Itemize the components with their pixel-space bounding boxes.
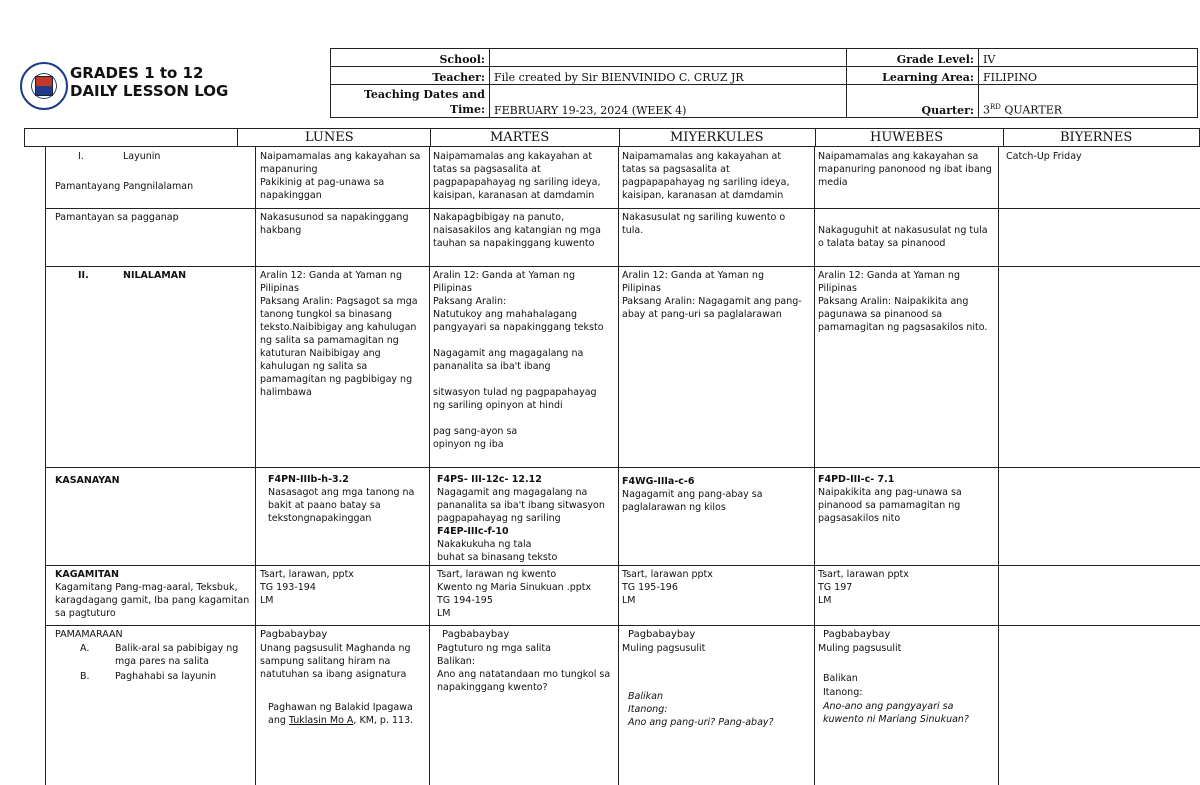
item-a-text: Balik-aral sa pabibigay ng mga pares na salita (115, 643, 239, 667)
pam-miyerkules-text: Muling pagsusulit (622, 643, 706, 654)
pamamaraan-label: PAMAMARAAN (55, 629, 123, 640)
school-label: School: (331, 49, 490, 67)
lesson-table (45, 147, 1200, 785)
pam-huwebes-q1: Itanong: (823, 687, 863, 698)
layunin-martes: Naipamamalas ang kakayahan at tatas sa pagsasalita at pagpapapahayag ng sariling ideya, kaisipan, karanasan at damdamin (433, 151, 601, 201)
layunin-miyerkules: Naipamamalas ang kakayahan at tatas sa pagsasalita at pagpapapahayag ng sariling ideya, kaisipan, karanasan at damdamin (622, 151, 790, 201)
kasanayan-lunes: Nasasagot ang mga tanong na bakit at paano batay sa tekstongnapakinggan (268, 487, 415, 524)
dates-label: Teaching Dates and Time: (331, 85, 490, 118)
grade-value: IV (979, 49, 1198, 67)
item-b-mark: B. (80, 671, 90, 682)
kasanayan-martes: Nagagamit ang magagalang na pananalita sa iba't ibang sitwasyon pagpapahayag ng sariling (437, 487, 605, 524)
pagganap-lunes: Nakasusunod sa napakinggang hakbang (260, 212, 409, 236)
nilalaman-miyerkules: Aralin 12: Ganda at Yaman ng Pilipinas Paksang Aralin: Nagagamit ang pang-abay at pang-uri sa paglalarawan (622, 270, 802, 320)
dates-value: FEBRUARY 19-23, 2024 (WEEK 4) (490, 85, 847, 118)
day-miyerkules: MIYERKULES (670, 130, 764, 145)
school-value (490, 49, 847, 67)
quarter-value: 3RD QUARTER (979, 85, 1198, 118)
header-info-table (330, 48, 1198, 118)
pam-miyerkules-head: Pagbabaybay (628, 629, 696, 640)
kagamitan-label: KAGAMITAN (55, 569, 119, 580)
nilalaman-lunes: Aralin 12: Ganda at Yaman ng Pilipinas Paksang Aralin: Pagsagot sa mga tanong tungkol sa binasang teksto.Naibibigay ang kahulugan ng salita sa pamamagitan ng katuturan Naibibigay ang kahulugan ng salita sa pamamagitan ng pagbibigay ng halimbawa (260, 270, 418, 398)
area-value: FILIPINO (979, 67, 1198, 85)
pagganap-miyerkules: Nakasusulat ng sariling kuwento o tula. (622, 212, 786, 236)
kasanayan-extra-code: F4EP-IIIc-f-10 (437, 526, 509, 537)
day-header-bar (24, 128, 1200, 147)
area-label: Learning Area: (847, 67, 979, 85)
pam-martes-head: Pagbabaybay (442, 629, 510, 640)
kasanayan-code-miyerkules: F4WG-IIIa-c-6 (622, 476, 695, 487)
grade-label: Grade Level: (847, 49, 979, 67)
kasanayan-huwebes: Naipakikita ang pag-unawa sa pinanood sa pamamagitan ng pagsasakilos nito (818, 487, 962, 524)
kasanayan-label: KASANAYAN (55, 475, 120, 486)
layunin-label: Layunin (123, 151, 161, 162)
kagamitan-martes: Tsart, larawan ng kwento Kwento ng Maria Sinukuan .pptx TG 194-195 LM (437, 569, 592, 619)
pagganap-huwebes: Nakaguguhit at nakasusulat ng tula o talata batay sa pinanood (818, 225, 988, 249)
item-a-mark: A. (80, 643, 90, 654)
pagganap-label: Pamantayan sa pagganap (55, 212, 179, 223)
nilalaman-huwebes: Aralin 12: Ganda at Yaman ng Pilipinas Paksang Aralin: Naipakikita ang pagunawa sa pinanood sa pamamagitan ng pagsasakilos nito. (818, 270, 988, 333)
kasanayan-extra-text: Nakakukuha ng tala buhat sa binasang teksto (437, 539, 558, 563)
pam-huwebes-head: Pagbabaybay (823, 629, 891, 640)
layunin-number: I. (78, 151, 84, 162)
pagganap-martes: Nakapagbibigay na panuto, naisasakilos ang katangian ng mga tauhan sa napakinggang kuwento (433, 212, 601, 249)
kagamitan-huwebes: Tsart, larawan pptx TG 197 LM (818, 569, 909, 606)
title-line-1: GRADES 1 to 12 (70, 64, 204, 82)
pam-huwebes-text: Muling pagsusulit (818, 643, 902, 654)
layunin-huwebes: Naipamamalas ang kakayahan sa mapanuring panonood ng ibat ibang media (818, 151, 992, 188)
pangnilalaman-label: Pamantayang Pangnilalaman (55, 181, 194, 192)
kagamitan-miyerkules: Tsart, larawan pptx TG 195-196 LM (622, 569, 713, 606)
day-huwebes: HUWEBES (870, 130, 944, 145)
pam-miyerkules-sub: Balikan (628, 691, 663, 702)
day-lunes: LUNES (305, 130, 354, 145)
pam-huwebes-q2: Ano-ano ang pangyayari sa kuwento ni Mariang Sinukuan? (823, 701, 969, 725)
kagamitan-sub: Kagamitang Pang-mag-aaral, Teksbuk, karagdagang gamit, Iba pang kagamitan sa pagtuturo (55, 582, 250, 619)
kagamitan-lunes: Tsart, larawan, pptx TG 193-194 LM (260, 569, 354, 606)
kasanayan-miyerkules: Nagagamit ang pang-abay sa paglalarawan ng kilos (622, 489, 763, 513)
pam-lunes-text: Unang pagsusulit Maghanda ng sampung salitang hiram na natutuhan sa ibang asignatura (260, 643, 411, 680)
kasanayan-code-huwebes: F4PD-III-c- 7.1 (818, 474, 895, 485)
pam-lunes-head: Pagbabaybay (260, 629, 328, 640)
nilalaman-label: NILALAMAN (123, 270, 187, 281)
day-martes: MARTES (490, 130, 550, 145)
nilalaman-martes: Aralin 12: Ganda at Yaman ng Pilipinas Paksang Aralin: Natutukoy ang mahahalagang pangyayari sa napakinggang teksto Nagagamit ang magagalang na pananalita sa iba't ibang sitwasyon tulad ng pagpapahayag ng sariling opinyon at hindi pag sang-ayon sa opinyon ng iba (433, 270, 604, 450)
day-biyernes: BIYERNES (1060, 130, 1133, 145)
item-b-text: Paghahabi sa layunin (115, 671, 217, 682)
teacher-label: Teacher: (331, 67, 490, 85)
pam-miyerkules-q: Itanong: Ano ang pang-uri? Pang-abay? (628, 704, 774, 728)
pam-huwebes-sub: Balikan (823, 673, 858, 684)
kasanayan-code-lunes: F4PN-IIIb-h-3.2 (268, 474, 349, 485)
kasanayan-code-martes: F4PS- III-12c- 12.12 (437, 474, 542, 485)
teacher-value: File created by Sir BIENVINIDO C. CRUZ JR (490, 67, 847, 85)
layunin-lunes: Naipamamalas ang kakayahan sa mapanuring Pakikinig at pag-unawa sa napakinggan (260, 151, 421, 201)
document-title (70, 64, 228, 100)
pam-martes-text: Pagtuturo ng mga salita Balikan: Ano ang natatandaan mo tungkol sa napakinggang kwento? (437, 643, 611, 693)
layunin-biyernes: Catch-Up Friday (1006, 151, 1082, 162)
quarter-label: Quarter: (847, 85, 979, 118)
deped-seal-icon (20, 62, 68, 110)
pam-lunes-sub: Paghawan ng Balakid Ipagawa ang Tuklasin Mo A, KM, p. 113. (268, 702, 414, 726)
nilalaman-number: II. (78, 270, 89, 281)
kagamitan-block (55, 568, 255, 620)
title-line-2: DAILY LESSON LOG (70, 82, 229, 100)
